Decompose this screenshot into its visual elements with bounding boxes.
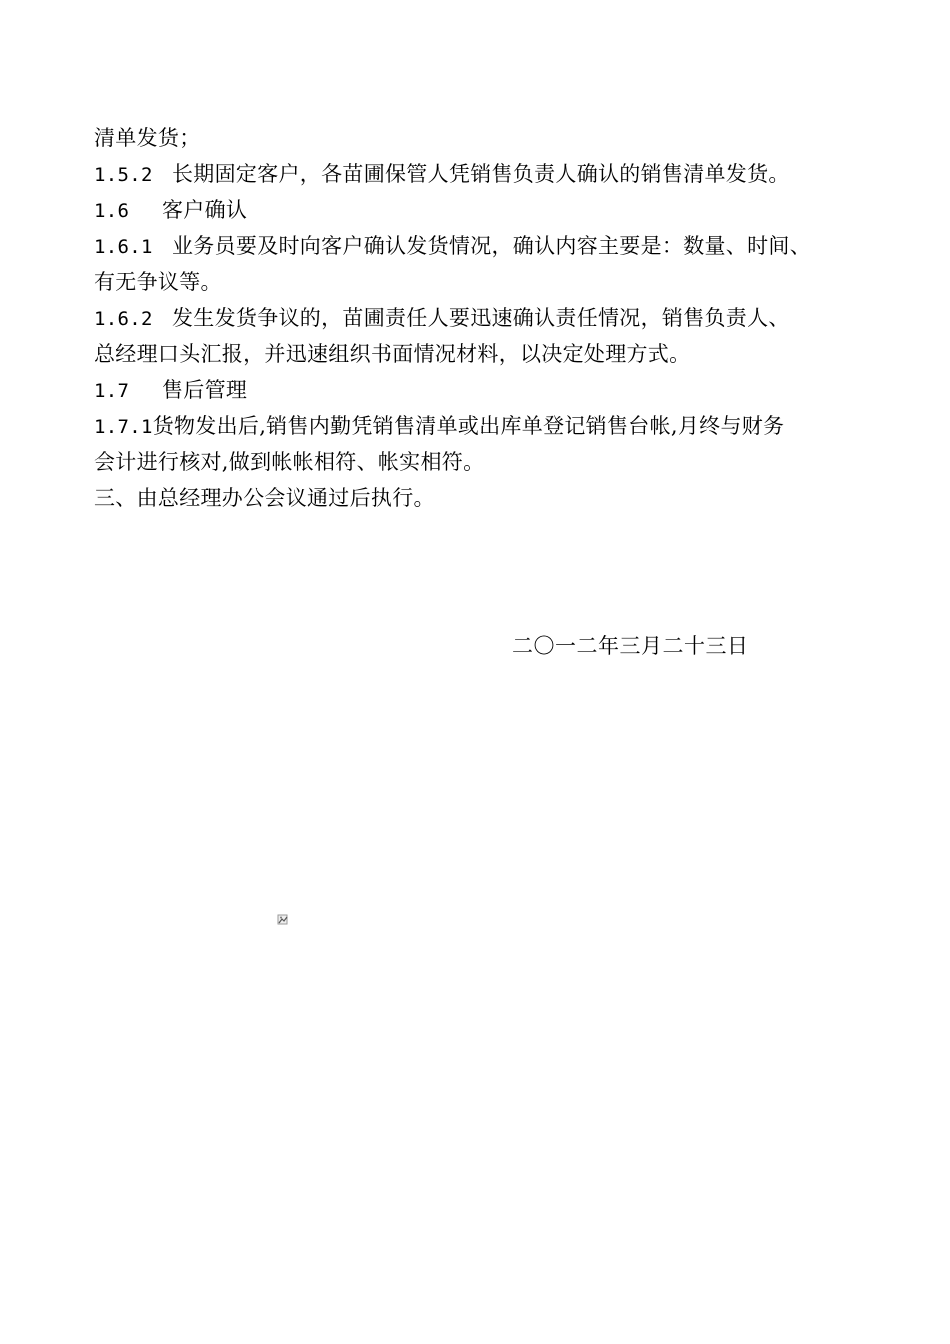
line-text: 有无争议等。: [94, 270, 222, 294]
document-date: 二〇一二年三月二十三日: [512, 634, 749, 658]
line-text: 清单发货；: [94, 126, 201, 150]
section-heading: [94, 372, 864, 408]
paragraph-line: [94, 300, 864, 336]
line-text: 长期固定客户，各苗圃保管人凭销售负责人确认的销售清单发货。: [172, 162, 790, 186]
paragraph-line: [94, 228, 864, 264]
line-text: 货物发出后,销售内勤凭销售清单或出库单登记销售台帐,月终与财务: [152, 414, 785, 438]
section-number: 1.6.1: [94, 236, 153, 258]
line-text: 业务员要及时向客户确认发货情况，确认内容主要是：数量、时间、: [172, 234, 811, 258]
heading-text: 售后管理: [162, 378, 248, 402]
line-text: 三、由总经理办公会议通过后执行。: [94, 486, 435, 510]
broken-image-icon: [277, 914, 289, 926]
paragraph-line: [94, 336, 864, 372]
heading-text: 客户确认: [162, 198, 248, 222]
line-text: 总经理口头汇报，并迅速组织书面情况材料，以决定处理方式。: [94, 342, 691, 366]
line-text: 发生发货争议的，苗圃责任人要迅速确认责任情况，销售负责人、: [172, 306, 790, 330]
section-number: 1.7.1: [94, 416, 153, 438]
paragraph-line: [94, 480, 864, 516]
paragraph-line: [94, 156, 864, 192]
paragraph-line: [94, 120, 864, 156]
section-number: 1.6: [94, 200, 130, 222]
paragraph-line: [94, 264, 864, 300]
paragraph-line: [94, 444, 864, 480]
section-number: 1.5.2: [94, 164, 153, 186]
document-body: [94, 120, 864, 516]
section-heading: [94, 192, 864, 228]
section-number: 1.6.2: [94, 308, 153, 330]
paragraph-line: [94, 408, 864, 444]
line-text: 会计进行核对,做到帐帐相符、帐实相符。: [94, 450, 485, 474]
section-number: 1.7: [94, 380, 130, 402]
